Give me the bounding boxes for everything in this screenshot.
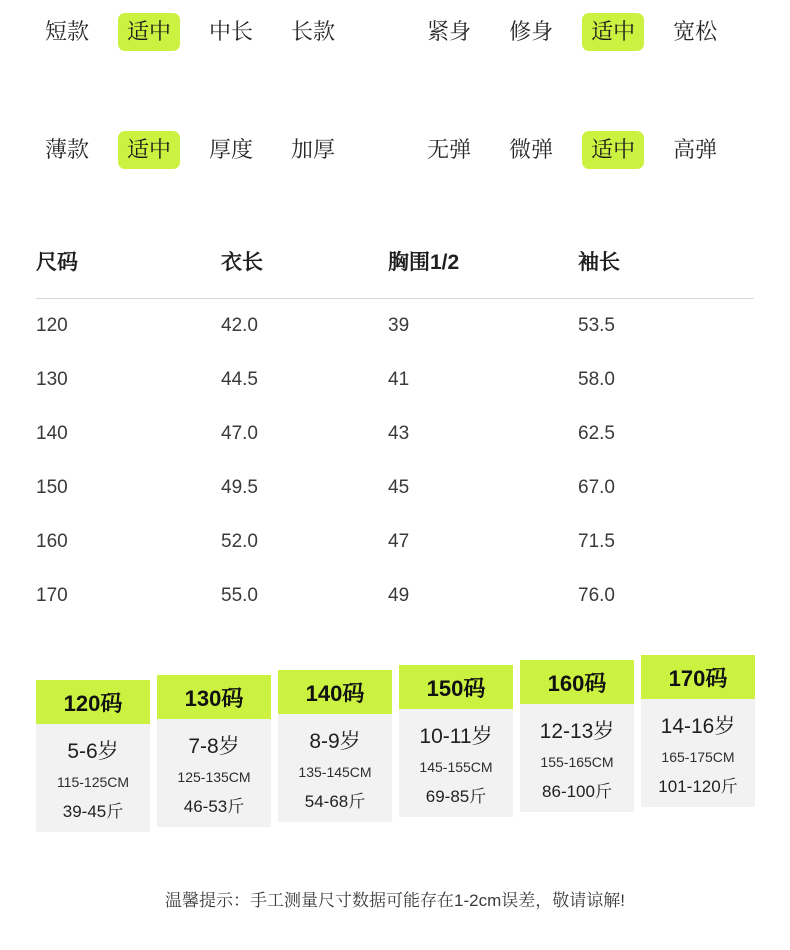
column-header-sleeve-length: 袖长 xyxy=(578,232,754,299)
cell-bust-half: 47 xyxy=(388,531,410,552)
age-card-age: 10-11岁 xyxy=(419,725,493,748)
attribute-option-fit-3[interactable]: 宽松 xyxy=(673,19,718,44)
age-card-code: 120码 xyxy=(36,680,150,724)
age-card-code: 160码 xyxy=(520,660,634,704)
attribute-option-elasticity-3[interactable]: 高弹 xyxy=(673,137,718,162)
cell-size: 120 xyxy=(36,315,68,336)
age-card-weight: 101-120斤 xyxy=(658,777,738,796)
table-row xyxy=(36,407,754,461)
age-card-weight: 46-53斤 xyxy=(183,797,245,816)
attribute-option-thickness-1[interactable]: 适中 xyxy=(118,131,180,169)
cell-garment-length: 44.5 xyxy=(221,369,258,390)
age-recommendation-cards xyxy=(36,655,758,832)
age-card-120 xyxy=(36,680,150,832)
age-card-weight: 54-68斤 xyxy=(304,792,366,811)
table-row xyxy=(36,353,754,407)
cell-bust-half: 49 xyxy=(388,585,410,606)
attribute-option-thickness-3[interactable]: 加厚 xyxy=(291,137,336,162)
cell-garment-length: 49.5 xyxy=(221,477,258,498)
cell-garment-length: 52.0 xyxy=(221,531,258,552)
attribute-row-thickness-elasticity xyxy=(0,128,790,172)
table-header-row xyxy=(36,232,754,299)
age-card-weight: 39-45斤 xyxy=(62,802,124,821)
attribute-option-fit-0[interactable]: 紧身 xyxy=(427,19,472,44)
size-chart-page xyxy=(0,10,790,950)
age-card-height: 135-145CM xyxy=(298,764,372,780)
measurement-table xyxy=(36,232,754,623)
attribute-group-elasticity xyxy=(418,131,726,169)
column-header-bust-half: 胸围1/2 xyxy=(388,232,578,299)
attribute-option-elasticity-1[interactable]: 微弹 xyxy=(509,137,554,162)
table-row xyxy=(36,299,754,354)
cell-bust-half: 41 xyxy=(388,369,410,390)
age-card-code: 130码 xyxy=(157,675,271,719)
age-card-height: 145-155CM xyxy=(419,759,493,775)
age-card-height: 125-135CM xyxy=(177,769,251,785)
measurement-disclaimer: 温馨提示：手工测量尺寸数据可能存在1-2cm误差，敬请谅解! xyxy=(165,891,625,910)
cell-size: 160 xyxy=(36,531,68,552)
age-card-130 xyxy=(157,675,271,827)
attribute-option-elasticity-0[interactable]: 无弹 xyxy=(427,137,472,162)
cell-sleeve-length: 71.5 xyxy=(578,531,615,552)
attribute-option-fit-2[interactable]: 适中 xyxy=(582,13,644,51)
attribute-option-length-0[interactable]: 短款 xyxy=(45,19,90,44)
cell-garment-length: 42.0 xyxy=(221,315,258,336)
cell-bust-half: 45 xyxy=(388,477,410,498)
age-card-code: 140码 xyxy=(278,670,392,714)
age-card-160 xyxy=(520,660,634,812)
age-card-150 xyxy=(399,665,513,817)
age-card-age: 8-9岁 xyxy=(309,730,361,753)
attribute-row-length-fit xyxy=(0,10,790,54)
age-card-height: 155-165CM xyxy=(540,754,614,770)
attribute-option-length-1[interactable]: 适中 xyxy=(118,13,180,51)
age-card-170 xyxy=(641,655,755,807)
age-card-height: 115-125CM xyxy=(56,774,130,790)
age-card-height: 165-175CM xyxy=(661,749,735,765)
column-header-size: 尺码 xyxy=(36,232,221,299)
age-card-weight: 69-85斤 xyxy=(425,787,487,806)
age-card-140 xyxy=(278,670,392,822)
attribute-group-thickness xyxy=(36,131,344,169)
attribute-option-thickness-0[interactable]: 薄款 xyxy=(45,137,90,162)
attribute-option-length-3[interactable]: 长款 xyxy=(291,19,336,44)
cell-size: 140 xyxy=(36,423,68,444)
table-row xyxy=(36,461,754,515)
table-row xyxy=(36,569,754,623)
cell-sleeve-length: 76.0 xyxy=(578,585,615,606)
cell-sleeve-length: 58.0 xyxy=(578,369,615,390)
cell-sleeve-length: 67.0 xyxy=(578,477,615,498)
cell-garment-length: 47.0 xyxy=(221,423,258,444)
cell-bust-half: 39 xyxy=(388,315,410,336)
age-card-age: 14-16岁 xyxy=(660,715,736,738)
cell-sleeve-length: 53.5 xyxy=(578,315,615,336)
age-card-code: 150码 xyxy=(399,665,513,709)
age-card-age: 5-6岁 xyxy=(67,740,119,763)
cell-size: 130 xyxy=(36,369,68,390)
age-card-weight: 86-100斤 xyxy=(542,782,612,801)
cell-bust-half: 43 xyxy=(388,423,410,444)
cell-sleeve-length: 62.5 xyxy=(578,423,615,444)
age-card-age: 7-8岁 xyxy=(188,735,240,758)
column-header-garment-length: 衣长 xyxy=(221,232,388,299)
attribute-group-fit xyxy=(418,13,726,51)
cell-size: 150 xyxy=(36,477,68,498)
cell-garment-length: 55.0 xyxy=(221,585,258,606)
attribute-group-length xyxy=(36,13,344,51)
attribute-option-elasticity-2[interactable]: 适中 xyxy=(582,131,644,169)
cell-size: 170 xyxy=(36,585,68,606)
table-row xyxy=(36,515,754,569)
attribute-option-length-2[interactable]: 中长 xyxy=(209,19,254,44)
attribute-option-thickness-2[interactable]: 厚度 xyxy=(209,137,254,162)
age-card-code: 170码 xyxy=(641,655,755,699)
age-card-age: 12-13岁 xyxy=(539,720,615,743)
attribute-option-fit-1[interactable]: 修身 xyxy=(509,19,554,44)
